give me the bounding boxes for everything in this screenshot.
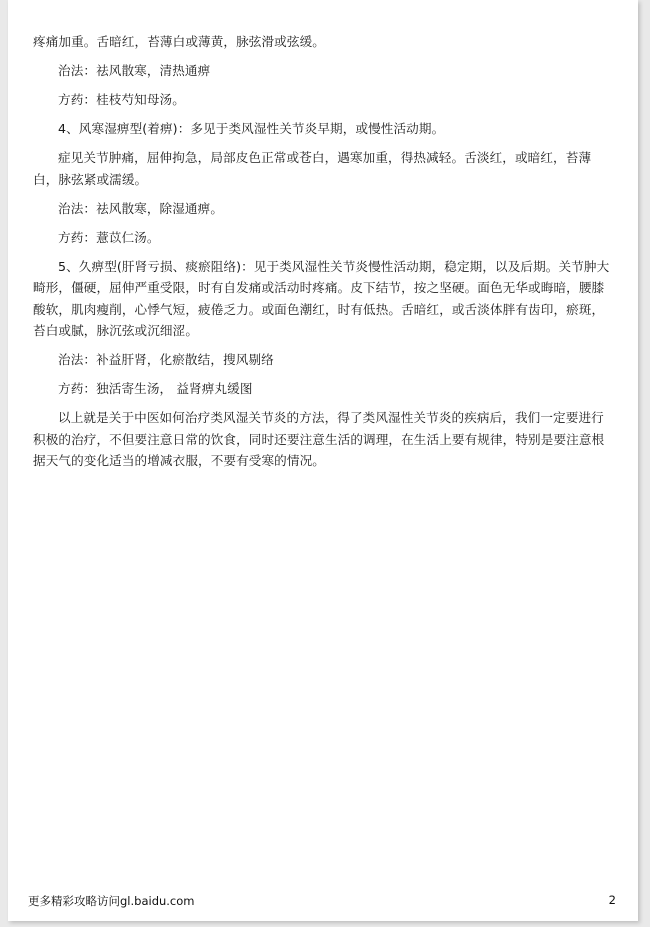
paragraph-type-5-prescription: 方药：独活寄生汤， 益肾痹丸缓图 xyxy=(58,381,253,396)
footer-site-link: 更多精彩攻略访问gl.baidu.com xyxy=(28,894,195,908)
paragraph-continuation: 疼痛加重。舌暗红，苔薄白或薄黄，脉弦滑或弦缓。 xyxy=(33,34,325,49)
paragraph-prescription: 方药：桂枝芍知母汤。 xyxy=(58,92,185,107)
document-body xyxy=(33,31,613,479)
paragraph-type-5-treatment: 治法：补益肝肾，化瘀散结，搜风剔络 xyxy=(58,352,274,367)
page-number: 2 xyxy=(608,893,616,907)
paragraph-treatment-method: 治法：祛风散寒，清热通痹 xyxy=(58,63,211,78)
paragraph-type-5-description: 5、久痹型(肝肾亏损、痰瘀阻络)：见于类风湿性关节炎慢性活动期，稳定期，以及后期。关节肿大畸形，僵硬，屈伸严重受限，时有自发痛或活动时疼痛。皮下结节，按之坚硬。面色无华或晦暗，腰膝酸软，肌肉瘦削，心悸气短，疲倦乏力。或面色潮红，时有低热。舌暗红，或舌淡体胖有齿印，瘀斑，苔白或腻，脉沉弦或沉细涩。 xyxy=(33,258,610,338)
paragraph-type-4-treatment: 治法：祛风散寒，除湿通痹。 xyxy=(58,200,224,216)
paragraph-type-4-symptoms: 症见关节肿痛，屈伸拘急，局部皮色正常或苍白，遇寒加重，得热减轻。舌淡红，或暗红，苔薄白，脉弦紧或濡缓。 xyxy=(33,150,592,187)
paragraph-type-4-prescription: 方药：薏苡仁汤。 xyxy=(58,229,160,245)
paragraph-type-4-heading: 4、风寒湿痹型(着痹)：多见于类风湿性关节炎早期，或慢性活动期。 xyxy=(58,121,445,136)
paragraph-conclusion: 以上就是关于中医如何治疗类风湿关节炎的方法，得了类风湿性关节炎的疾病后，我们一定要进行积极的治疗，不但要注意日常的饮食，同时还要注意生活的调理，在生活上要有规律，特别是要注意根据天气的变化适当的增减衣服，不要有受寒的情况。 xyxy=(33,410,605,468)
document-page xyxy=(8,0,638,921)
